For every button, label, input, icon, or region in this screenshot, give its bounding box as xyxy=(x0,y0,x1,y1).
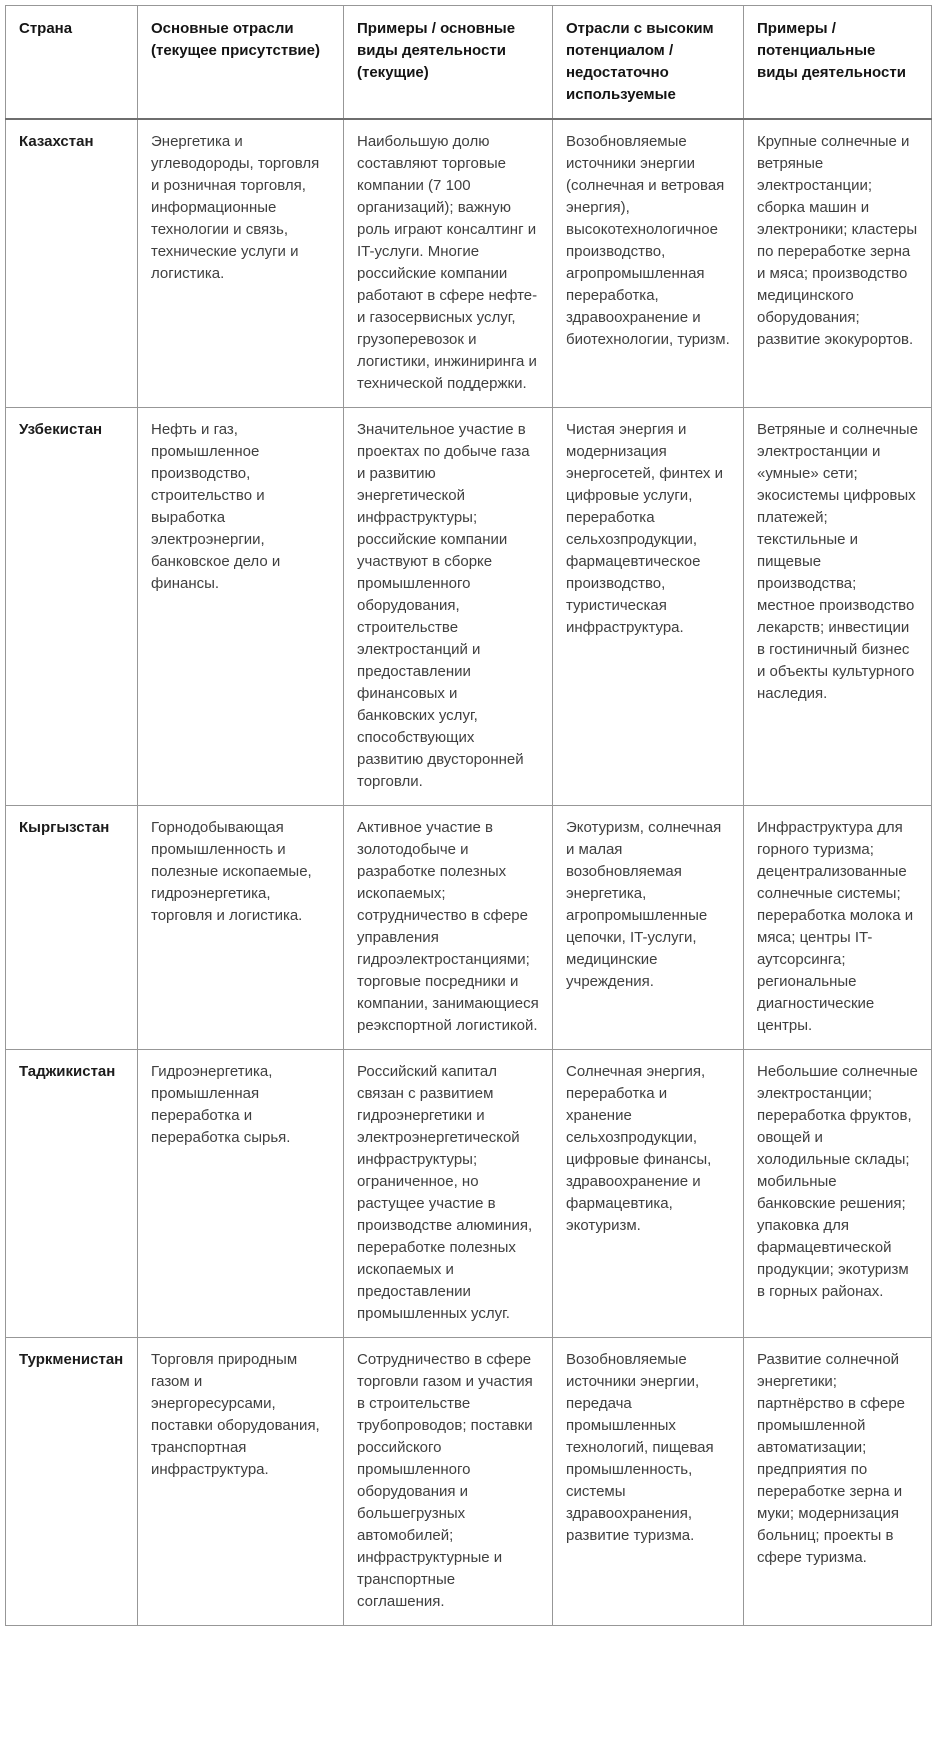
cell-potential-examples: Небольшие солнечные электростанции; переработка фруктов, овощей и холодильные склады; мобильные банковские решения; упаковка для фармацевтической продукции; экотуризм в горных районах. xyxy=(744,1050,932,1338)
header-current-industries: Основные отрасли (текущее присутствие) xyxy=(138,6,344,120)
header-potential-examples: Примеры / потенциальные виды деятельности xyxy=(744,6,932,120)
cell-current-examples: Наибольшую долю составляют торговые компании (7 100 организаций); важную роль играют консалтинг и IT-услуги. Многие российские компании работают в сфере нефте- и газосервисных услуг, грузоперевозок и логистики, инжиниринга и технической поддержки. xyxy=(344,119,553,408)
cell-potential-examples: Развитие солнечной энергетики; партнёрство в сфере промышленной автоматизации; предприятия по переработке зерна и муки; модернизация больниц; проекты в сфере туризма. xyxy=(744,1338,932,1626)
table-header xyxy=(6,6,932,120)
cell-current-examples: Значительное участие в проектах по добыче газа и развитию энергетической инфраструктуры; российские компании участвуют в сборке промышленного оборудования, строительстве электростанций и предоставлении финансовых и банковских услуг, способствующих развитию двусторонней торговли. xyxy=(344,408,553,806)
cell-potential-industries: Экотуризм, солнечная и малая возобновляемая энергетика, агропромышленные цепочки, IT-услуги, медицинские учреждения. xyxy=(553,806,744,1050)
cell-current-examples: Сотрудничество в сфере торговли газом и участия в строительстве трубопроводов; поставки российского промышленного оборудования и большегрузных автомобилей; инфраструктурные и транспортные соглашения. xyxy=(344,1338,553,1626)
cell-potential-industries: Возобновляемые источники энергии, передача промышленных технологий, пищевая промышленность, системы здравоохранения, развитие туризма. xyxy=(553,1338,744,1626)
cell-potential-industries: Чистая энергия и модернизация энергосетей, финтех и цифровые услуги, переработка сельхозпродукции, фармацевтическое производство, туристическая инфраструктура. xyxy=(553,408,744,806)
cell-current-industries: Горнодобывающая промышленность и полезные ископаемые, гидроэнергетика, торговля и логистика. xyxy=(138,806,344,1050)
cell-country: Казахстан xyxy=(6,119,138,408)
table-row xyxy=(6,408,932,806)
cell-current-industries: Торговля природным газом и энергоресурсами, поставки оборудования, транспортная инфраструктура. xyxy=(138,1338,344,1626)
cell-current-industries: Энергетика и углеводороды, торговля и розничная торговля, информационные технологии и связь, технические услуги и логистика. xyxy=(138,119,344,408)
country-industries-table xyxy=(5,5,932,1626)
table-row xyxy=(6,806,932,1050)
cell-current-industries: Гидроэнергетика, промышленная переработка и переработка сырья. xyxy=(138,1050,344,1338)
table-body xyxy=(6,119,932,1626)
header-potential-industries: Отрасли с высоким потенциалом / недостаточно используемые xyxy=(553,6,744,120)
cell-current-examples: Российский капитал связан с развитием гидроэнергетики и электроэнергетической инфраструктуры; ограниченное, но растущее участие в производстве алюминия, переработке полезных ископаемых и предоставлении промышленных услуг. xyxy=(344,1050,553,1338)
cell-potential-industries: Солнечная энергия, переработка и хранение сельхозпродукции, цифровые финансы, здравоохранение и фармацевтика, экотуризм. xyxy=(553,1050,744,1338)
table-row xyxy=(6,119,932,408)
cell-potential-examples: Крупные солнечные и ветряные электростанции; сборка машин и электроники; кластеры по переработке зерна и мяса; производство медицинского оборудования; развитие экокурортов. xyxy=(744,119,932,408)
cell-current-examples: Активное участие в золотодобыче и разработке полезных ископаемых; сотрудничество в сфере управления гидроэлектростанциями; торговые посредники и компании, занимающиеся реэкспортной логистикой. xyxy=(344,806,553,1050)
cell-country: Туркменистан xyxy=(6,1338,138,1626)
cell-potential-examples: Инфраструктура для горного туризма; децентрализованные солнечные системы; переработка молока и мяса; центры IT-аутсорсинга; региональные диагностические центры. xyxy=(744,806,932,1050)
table-row xyxy=(6,1338,932,1626)
header-row xyxy=(6,6,932,120)
table-row xyxy=(6,1050,932,1338)
header-country: Страна xyxy=(6,6,138,120)
cell-country: Узбекистан xyxy=(6,408,138,806)
cell-potential-examples: Ветряные и солнечные электростанции и «умные» сети; экосистемы цифровых платежей; текстильные и пищевые производства; местное производство лекарств; инвестиции в гостиничный бизнес и объекты культурного наследия. xyxy=(744,408,932,806)
cell-country: Таджикистан xyxy=(6,1050,138,1338)
cell-potential-industries: Возобновляемые источники энергии (солнечная и ветровая энергия), высокотехнологичное производство, агропромышленная переработка, здравоохранение и биотехнологии, туризм. xyxy=(553,119,744,408)
cell-country: Кыргызстан xyxy=(6,806,138,1050)
cell-current-industries: Нефть и газ, промышленное производство, строительство и выработка электроэнергии, банковское дело и финансы. xyxy=(138,408,344,806)
header-current-examples: Примеры / основные виды деятельности (текущие) xyxy=(344,6,553,120)
